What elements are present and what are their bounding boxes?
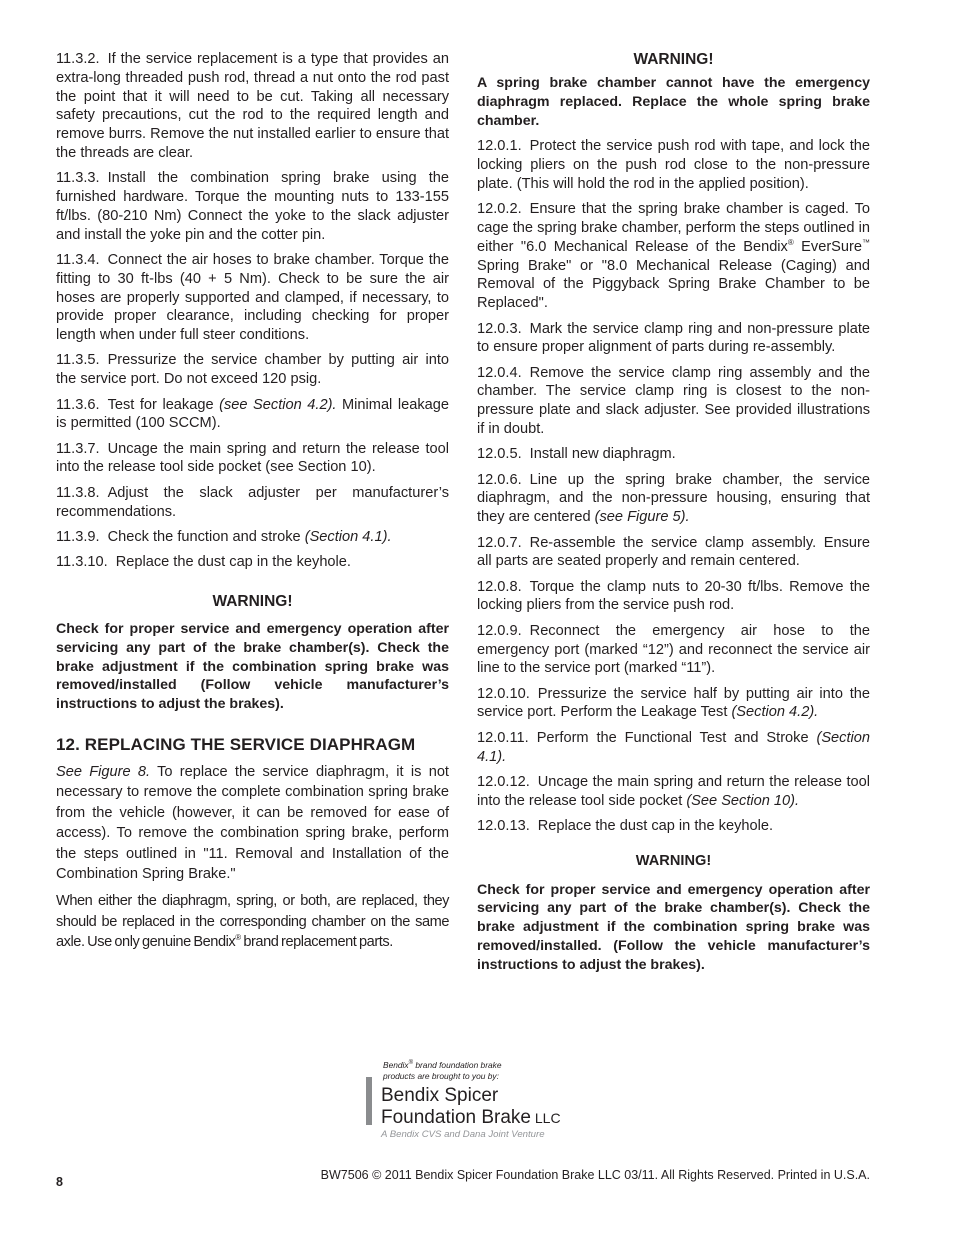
step-11-3-5: 11.3.5. Pressurize the service chamber by putting air into the service port. Do not exceed 120 psig. xyxy=(56,352,449,388)
logo-intro: Bendix® brand foundation brake products are brought to you by: xyxy=(383,1060,502,1081)
section-12-intro: See Figure 8. To replace the service diaphragm, it is not necessary to remove the complete combination spring brake from the vehicle (however, it can be removed for ease of access). To remove the combination spring brake, perform the steps outlined in "11. Removal and Installation of the Combination Spring Brake." xyxy=(56,763,449,882)
warning-text: Check for proper service and emergency operation after servicing any part of the brake chamber(s). Check the brake adjustment if the combination spring brake was removed/installed (Follow vehicle manufacturer’s instructions to adjust the brakes). xyxy=(56,620,449,713)
step-11-3-3: 11.3.3. Install the combination spring brake using the furnished hardware. Torque the mounting nuts to 133-155 ft/lbs. (80-210 Nm) Connect the yoke to the slack adjuster and install the yoke pin and the cotter pin. xyxy=(56,170,449,243)
step-12-0-8: 12.0.8. Torque the clamp nuts to 20-30 ft/lbs. Remove the locking pliers from the service push rod. xyxy=(477,578,870,614)
warning-title: WARNING! xyxy=(633,51,714,68)
warning-box-right-bottom xyxy=(477,852,870,975)
step-11-3-9: 11.3.9. Check the function and stroke (Section 4.1). xyxy=(56,528,392,545)
step-11-3-10: 11.3.10. Replace the dust cap in the keyhole. xyxy=(56,554,351,571)
warning-box-right-top xyxy=(477,50,870,130)
step-12-0-10: 12.0.10. Pressurize the service half by putting air into the service port. Perform the Leakage Test (Section 4.2). xyxy=(477,685,870,721)
page-number: 8 xyxy=(56,1175,63,1189)
logo-bar xyxy=(366,1077,372,1125)
step-11-3-8: 11.3.8. Adjust the slack adjuster per manufacturer’s recommendations. xyxy=(56,484,449,520)
step-12-0-4: 12.0.4. Remove the service clamp ring assembly and the chamber. The service clamp ring is closest to the non-pressure plate and slack adjuster. See provided illustrations if in doubt. xyxy=(477,364,870,438)
step-11-3-2: 11.3.2. If the service replacement is a type that provides an extra-long threaded push rod, thread a nut onto the rod past the point that it will need to be cut. Taking all necessary safety precautions, cut the rod to the required length and remove burrs. Remove the nut installed earlier to ensure that the threads are clear. xyxy=(56,51,449,161)
step-12-0-5: 12.0.5. Install new diaphragm. xyxy=(477,446,676,463)
logo-tagline: A Bendix CVS and Dana Joint Venture xyxy=(381,1129,545,1140)
step-12-0-1: 12.0.1. Protect the service push rod with tape, and lock the locking pliers on the push rod close to the non-pressure plate. (This will hold the rod in the applied position). xyxy=(477,138,870,192)
step-11-3-7: 11.3.7. Uncage the main spring and return the release tool into the release tool side pocket (see Section 10). xyxy=(56,440,449,476)
step-12-0-6: 12.0.6. Line up the spring brake chamber, the service diaphragm, and the non-pressure housing, ensuring that they are centered (see Figure 5). xyxy=(477,471,870,526)
section-12-note: When either the diaphragm, spring, or both, are replaced, they should be replaced in the corresponding chamber on the same axle. Use only genuine Bendix® brand replacement parts. xyxy=(56,893,449,951)
step-12-0-9: 12.0.9. Reconnect the emergency air hose to the emergency port (marked “12”) and reconnect the service air line to the service port (marked “11”). xyxy=(477,622,870,677)
left-column xyxy=(56,50,449,959)
step-12-0-7: 12.0.7. Re-assemble the service clamp assembly. Ensure all parts are seated properly and remain centered. xyxy=(477,534,870,570)
step-11-3-6: 11.3.6. Test for leakage (see Section 4.2). Minimal leakage is permitted (100 SCCM). xyxy=(56,396,449,432)
step-12-0-3: 12.0.3. Mark the service clamp ring and non-pressure plate to ensure proper alignment of parts during re-assembly. xyxy=(477,320,870,356)
warning-text: A spring brake chamber cannot have the emergency diaphragm replaced. Replace the whole spring brake chamber. xyxy=(477,75,870,129)
step-11-3-4: 11.3.4. Connect the air hoses to brake chamber. Torque the fitting to 30 ft-lbs (40 + 5 Nm). Check to be sure the air hoses are properly supported and clamped, if necessary, to provide proper clearance, including checking for proper length when under full steer conditions. xyxy=(56,251,449,344)
warning-title: WARNING! xyxy=(635,852,712,869)
bendix-spicer-logo xyxy=(366,1060,626,1146)
logo-name-line1: Bendix Spicer xyxy=(381,1085,499,1106)
logo-name-line2: Foundation Brake LLC xyxy=(381,1107,561,1128)
footer-copyright: BW7506 © 2011 Bendix Spicer Foundation Brake LLC 03/11. All Rights Reserved. Printed in U.S.A. xyxy=(320,1168,870,1182)
steps-11-3-a xyxy=(56,50,449,389)
right-column xyxy=(477,50,870,975)
step-12-0-12: 12.0.12. Uncage the main spring and return the release tool into the release tool side pocket (See Section 10). xyxy=(477,773,870,809)
section-12-title: 12. REPLACING THE SERVICE DIAPHRAGM xyxy=(56,734,416,754)
warning-text: Check for proper service and emergency operation after servicing any part of the brake chamber(s). Check the brake adjustment if the combination spring brake was removed/installed. (Follow the vehicle manufacturer’s instructions to adjust the brakes). xyxy=(477,881,870,973)
step-12-0-11: 12.0.11. Perform the Functional Test and Stroke (Section 4.1). xyxy=(477,729,870,765)
warning-box-left xyxy=(56,592,449,714)
step-12-0-2: 12.0.2. Ensure that the spring brake chamber is caged. To cage the spring brake chamber, perform the steps outlined in either "6.0 Mechanical Release of the Bendix® EverSure™ Spring Brake" or "8.0 Mechanical Release (Caging) and Removal of the Piggyback Spring Brake Chamber to be Replaced". xyxy=(477,201,871,312)
step-12-0-13: 12.0.13. Replace the dust cap in the keyhole. xyxy=(477,817,774,834)
warning-title: WARNING! xyxy=(212,592,293,610)
